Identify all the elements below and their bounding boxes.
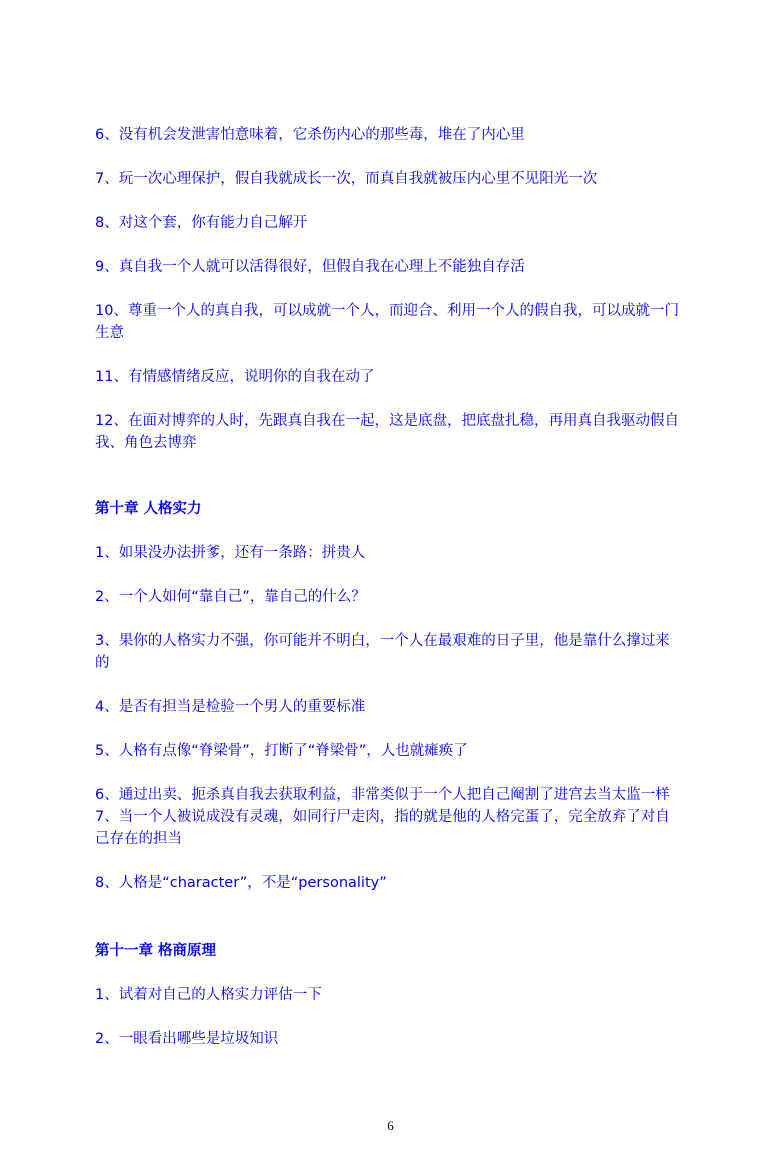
page-number: 6 bbox=[387, 1118, 394, 1133]
list-item: 1、如果没办法拼爹，还有一条路：拼贵人 bbox=[95, 545, 366, 561]
list-item bbox=[95, 806, 695, 850]
list-item: 8、人格是“character”，不是“personality” bbox=[95, 875, 387, 891]
list-item bbox=[95, 410, 695, 454]
list-item: 4、是否有担当是检验一个男人的重要标准 bbox=[95, 699, 366, 715]
list-item: 6、没有机会发泄害怕意味着，它杀伤内心的那些毒，堆在了内心里 bbox=[95, 127, 525, 143]
list-item: 5、人格有点像“脊梁骨”，打断了“脊梁骨”，人也就瘫痪了 bbox=[95, 743, 468, 759]
list-item: 2、一眼看出哪些是垃圾知识 bbox=[95, 1031, 279, 1047]
list-item-line: 生意 bbox=[95, 325, 124, 341]
list-item: 9、真自我一个人就可以活得很好，但假自我在心理上不能独自存活 bbox=[95, 259, 525, 275]
list-item: 8、对这个套，你有能力自己解开 bbox=[95, 215, 308, 231]
list-item: 7、玩一次心理保护，假自我就成长一次，而真自我就被压内心里不见阳光一次 bbox=[95, 171, 598, 187]
chapter-title: 第十章 人格实力 bbox=[95, 501, 202, 517]
list-item bbox=[95, 630, 695, 674]
list-item: 6、通过出卖、扼杀真自我去获取利益，非常类似于一个人把自己阉割了进宫去当太监一样 bbox=[95, 787, 670, 803]
list-item: 1、试着对自己的人格实力评估一下 bbox=[95, 987, 322, 1003]
list-item-line: 7、当一个人被说成没有灵魂，如同行尸走肉，指的就是他的人格完蛋了，完全放弃了对自 bbox=[95, 809, 670, 825]
list-item-line: 10、尊重一个人的真自我，可以成就一个人，而迎合、利用一个人的假自我，可以成就一门 bbox=[95, 303, 679, 319]
list-item: 11、有情感情绪反应，说明你的自我在动了 bbox=[95, 369, 375, 385]
list-item-line: 3、果你的人格实力不强，你可能并不明白，一个人在最艰难的日子里，他是靠什么撑过来 bbox=[95, 633, 670, 649]
chapter-title: 第十一章 格商原理 bbox=[95, 943, 217, 959]
list-item-line: 12、在面对博弈的人时，先跟真自我在一起，这是底盘，把底盘扎稳，再用真自我驱动假自 bbox=[95, 413, 679, 429]
list-item: 2、一个人如何“靠自己”，靠自己的什么？ bbox=[95, 589, 366, 605]
list-item-line: 的 bbox=[95, 655, 110, 671]
list-item-line: 我、角色去博弈 bbox=[95, 435, 197, 451]
list-item-line: 己存在的担当 bbox=[95, 831, 182, 847]
list-item bbox=[95, 300, 695, 344]
